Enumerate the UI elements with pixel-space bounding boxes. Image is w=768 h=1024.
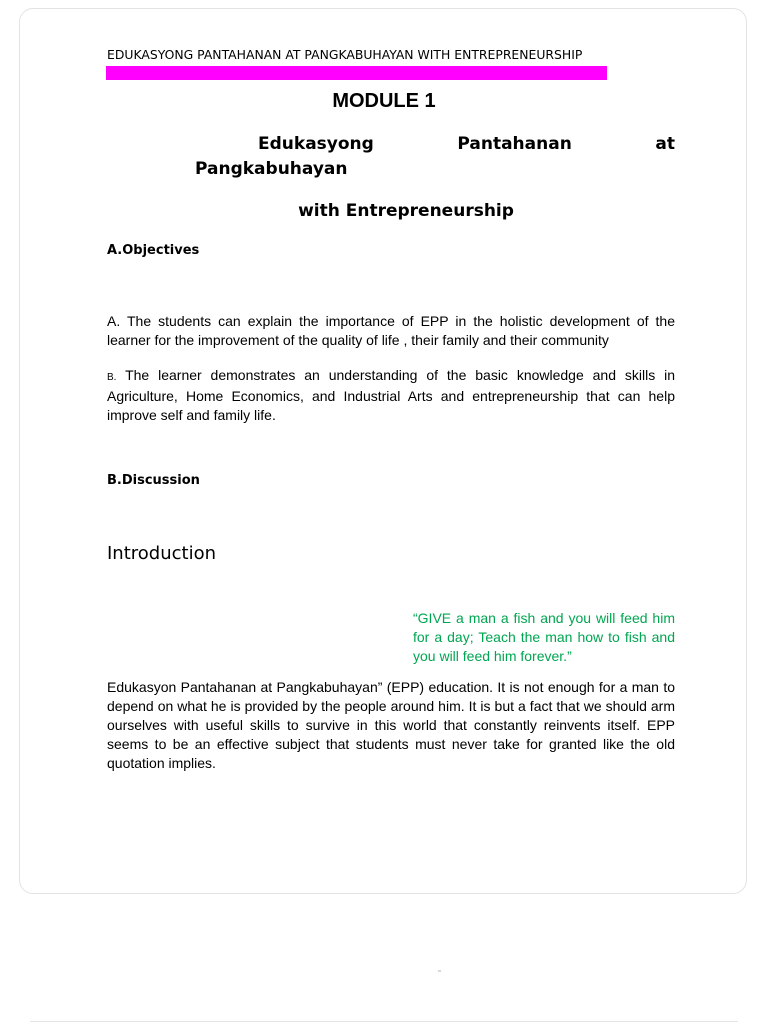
title-word-2: Pantahanan: [457, 134, 572, 154]
epigraph-quote: “GIVE a man a fish and you will feed him for a day; Teach the man how to fish and you will feed him forever.”: [413, 610, 675, 664]
objective-b-marker: B.: [107, 372, 117, 383]
introduction-body: Edukasyon Pantahanan at Pangkabuhayan” (EPP) education. It is not enough for a man to depend on what he is provided by the people around him. It is but a fact that we should arm ourselves with useful skills to survive in this world that constantly reinvents itself. EPP seems to be an effective subject that students must never take for granted like the old quotation implies.: [107, 679, 675, 771]
title-word-1: Edukasyong: [258, 134, 374, 154]
running-header: EDUKASYONG PANTAHANAN AT PANGKABUHAYAN WITH ENTREPRENEURSHIP: [107, 47, 583, 62]
page-mark: [438, 970, 441, 972]
objective-a: A. The students can explain the importance of EPP in the holistic development of the learner for the improvement of the quality of life , their family and their community: [107, 313, 675, 348]
module-title: MODULE 1: [332, 90, 436, 112]
title-word-3: at: [655, 134, 675, 154]
header-highlight-bar: [106, 66, 607, 80]
objectives-heading: A.Objectives: [107, 243, 200, 258]
objective-b-text: The learner demonstrates an understanding of the basic knowledge and skills in Agriculture, Home Economics, and Industrial Arts and entrepreneurship that can help improve self and family life.: [107, 367, 675, 423]
document-subtitle: with Entrepreneurship: [298, 201, 514, 221]
page-divider: [30, 1021, 738, 1022]
objective-b: [107, 366, 675, 425]
document-title-line-1: [195, 134, 675, 154]
document-title-line-2: Pangkabuhayan: [195, 159, 348, 179]
discussion-heading: B.Discussion: [107, 473, 200, 488]
introduction-heading: Introduction: [107, 543, 217, 564]
